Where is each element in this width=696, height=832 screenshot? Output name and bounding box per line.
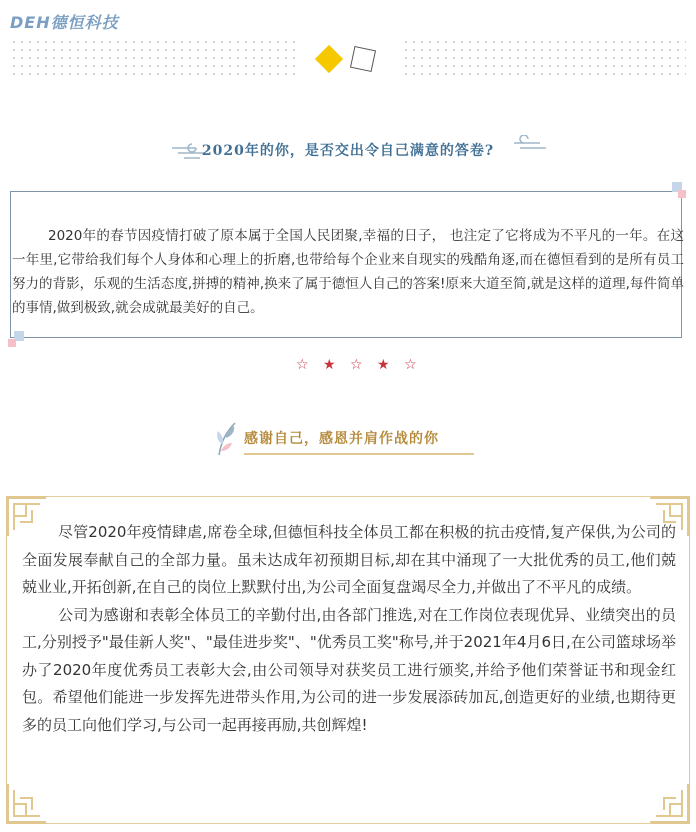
corner-square-pink-icon	[678, 190, 686, 198]
cloud-right-icon	[510, 135, 550, 155]
fret-corner-bottom-left-icon	[6, 782, 48, 824]
star-outline-icon: ☆	[404, 357, 422, 373]
corner-square-pink-icon	[8, 339, 16, 347]
section2-body	[22, 519, 676, 739]
brand-logo-text: DEH德恒科技	[10, 13, 119, 32]
star-outline-icon: ☆	[350, 357, 368, 373]
section2-paragraph-1: 尽管2020年疫情肆虐,席卷全球,但德恒科技全体员工都在积极的抗击疫情,复产保供,为公司的全面发展奉献自己的全部力量。虽未达成年初预期目标,却在其中涌现了一大批优秀的员工,他们兢兢业业,开拓创新,在自己的岗位上默默付出,为公司全面复盘竭尽全力,并做出了不平凡的成绩。	[22, 523, 676, 596]
section2-paragraph-2: 公司为感谢和表彰全体员工的辛勤付出,由各部门推选,对在工作岗位表现优异、业绩突出的员工,分别授予"最佳新人奖"、"最佳进步奖"、"优秀员工奖"称号,并于2021年4月6日,在公司篮球场举办了2020年度优秀员工表彰大会,由公司领导对获奖员工进行颁奖,并给予他们荣誉证书和现金红包。希望他们能进一步发挥先进带头作用,为公司的进一步发展添砖加瓦,创造更好的业绩,也期待更多的员工向他们学习,与公司一起再接再励,共创辉煌!	[22, 605, 676, 734]
star-divider	[296, 357, 422, 373]
star-filled-icon: ★	[323, 357, 341, 373]
outline-square-icon	[350, 46, 376, 72]
section1-paragraph: 2020年的春节因疫情打破了原本属于全国人民团聚,幸福的日子， 也注定了它将成为不平凡的一年。在这一年里,它带给我们每个人身体和心理上的折磨,也带给每个企业来自现实的残酷角逐,而在德恒看到的是所有员工努力的背影，乐观的生活态度,拼搏的精神,换来了属于德恒人自己的答案!原来大道至简,就是这样的道理,每件简单的事情,做到极致,就会成就最美好的自己。	[12, 228, 684, 316]
star-filled-icon: ★	[377, 357, 395, 373]
fret-corner-bottom-right-icon	[648, 782, 690, 824]
star-outline-icon: ☆	[296, 357, 314, 373]
section2-heading: 感谢自己，感恩并肩作战的你	[244, 431, 439, 447]
section1-heading: 2020年的你，是否交出令自己满意的答卷?	[201, 143, 495, 159]
leaf-icon	[213, 421, 239, 457]
heading-underline	[244, 453, 474, 455]
